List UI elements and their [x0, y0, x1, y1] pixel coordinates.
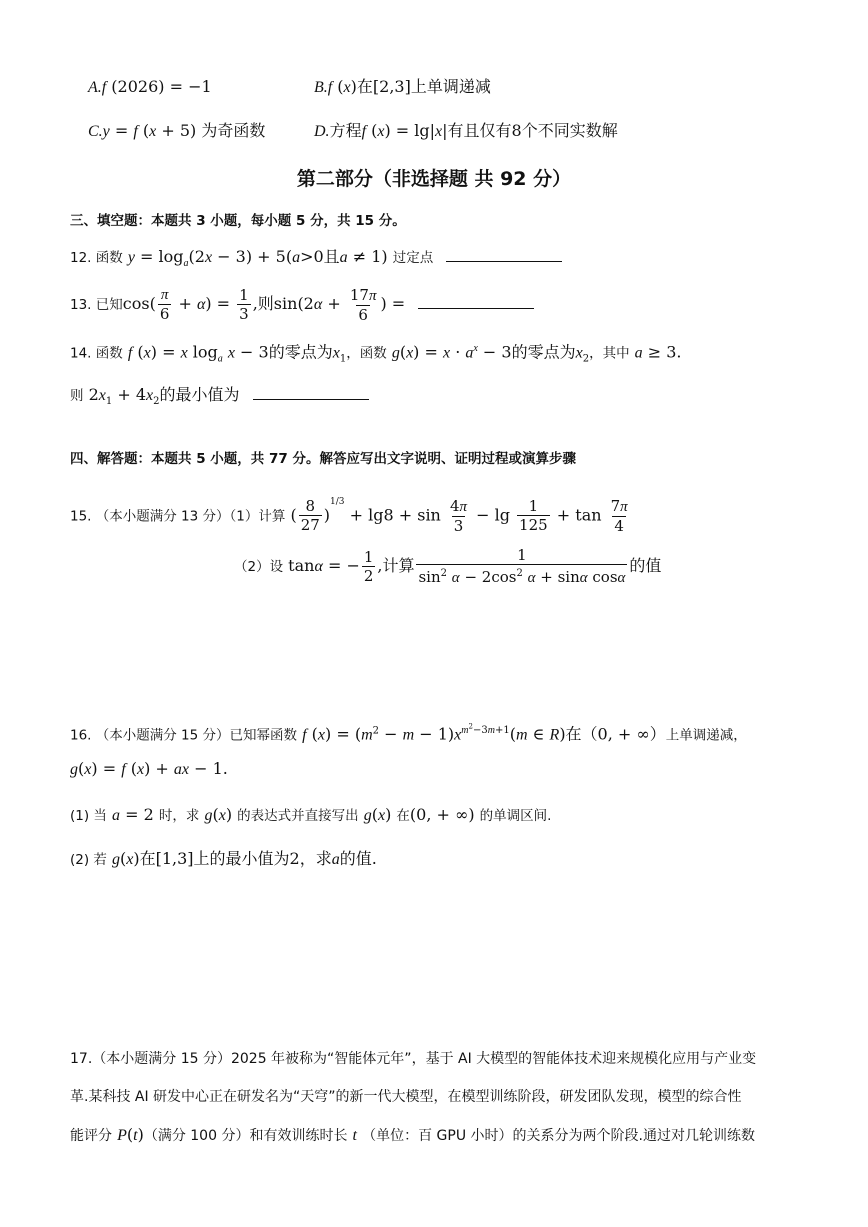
- section3-title: 三、填空题：本题共 3 小题，每小题 5 分，共 15 分。: [70, 213, 406, 229]
- question-15-part1: 15. （本小题满分 13 分）（1）计算 ( $\frac{8}{27}$ )$^{1/3}$ + lg8 + sin $\frac{4\pi}{3}$ − lg $\frac{1}{125}$ + tan $\frac{7\pi}{4}$: [70, 496, 628, 535]
- question-16-part2: (2) 若 g(x)在[1,3]上的最小值为2，求a的值.: [70, 849, 377, 868]
- answer-blank-12[interactable]: [446, 259, 562, 262]
- question-13: 13. 已知cos( $\frac{\pi}{6}$ + α) = $\frac{1}{3}$ ,则sin(2α + $\frac{17\pi}{6}$ ) =: [70, 284, 534, 325]
- question-16-g: g(x) = f (x) + ax − 1.: [70, 759, 228, 778]
- question-17-line2: 革.某科技 AI 研发中心正在研发名为“天穹”的新一代大模型，在模型训练阶段，研发团队发现，模型的综合性: [70, 1089, 742, 1105]
- section4-title: 四、解答题：本题共 5 小题，共 77 分。解答应写出文字说明、证明过程或演算步骤: [70, 451, 576, 467]
- option-a: A.f (2026) = −1: [88, 77, 212, 96]
- question-14-line2: 则 $2x_1 + 4x_2$的最小值为: [70, 384, 369, 413]
- question-12: 12. 函数 $y = \log_a(2x - 3) + 5(a>0$且a ≠ 1) 过定点: [70, 246, 562, 275]
- question-14: 14. 函数 f (x) = x $\log_a x - 3$的零点为$x_1$，函数 $g(x) = x \cdot a^x - 3$的零点为$x_2$，其中 a ≥ 3.: [70, 342, 682, 365]
- question-17-line3: 能评分 P(t)（满分 100 分）和有效训练时长 t （单位：百 GPU 小时）的关系分为两个阶段.通过对几轮训练数: [70, 1125, 755, 1144]
- option-d: D.方程f (x) = lg|x|有且仅有8个不同实数解: [314, 121, 618, 140]
- part2-title: 第二部分（非选择题 共 92 分）: [296, 168, 572, 190]
- question-15-part2: （2）设 tanα = − $\frac{1}{2}$ ,计算 $\frac{1}{\sin^2 \alpha - 2\cos^2 \alpha + \sin\alpha \cos\alpha}$ 的值: [234, 546, 662, 586]
- answer-blank-14[interactable]: [253, 397, 369, 400]
- question-16-part1: (1) 当 a = 2 时，求 g(x) 的表达式并直接写出 g(x) 在(0, + ∞) 的单调区间.: [70, 805, 552, 824]
- option-b: B.f (x)在[2,3]上单调递减: [314, 77, 491, 96]
- question-16-intro: 16. （本小题满分 15 分）已知幂函数 f $(x) = (m^2 - m - 1)x^{m^2-3m+1}(m$ ∈ R)在（0, + ∞）上单调递减，: [70, 723, 747, 744]
- question-17-line1: 17.（本小题满分 15 分）2025 年被称为“智能体元年”，基于 AI 大模型的智能体技术迎来规模化应用与产业变: [70, 1051, 757, 1067]
- option-c: C.y = f (x + 5) 为奇函数: [88, 121, 266, 140]
- answer-blank-13[interactable]: [418, 306, 534, 309]
